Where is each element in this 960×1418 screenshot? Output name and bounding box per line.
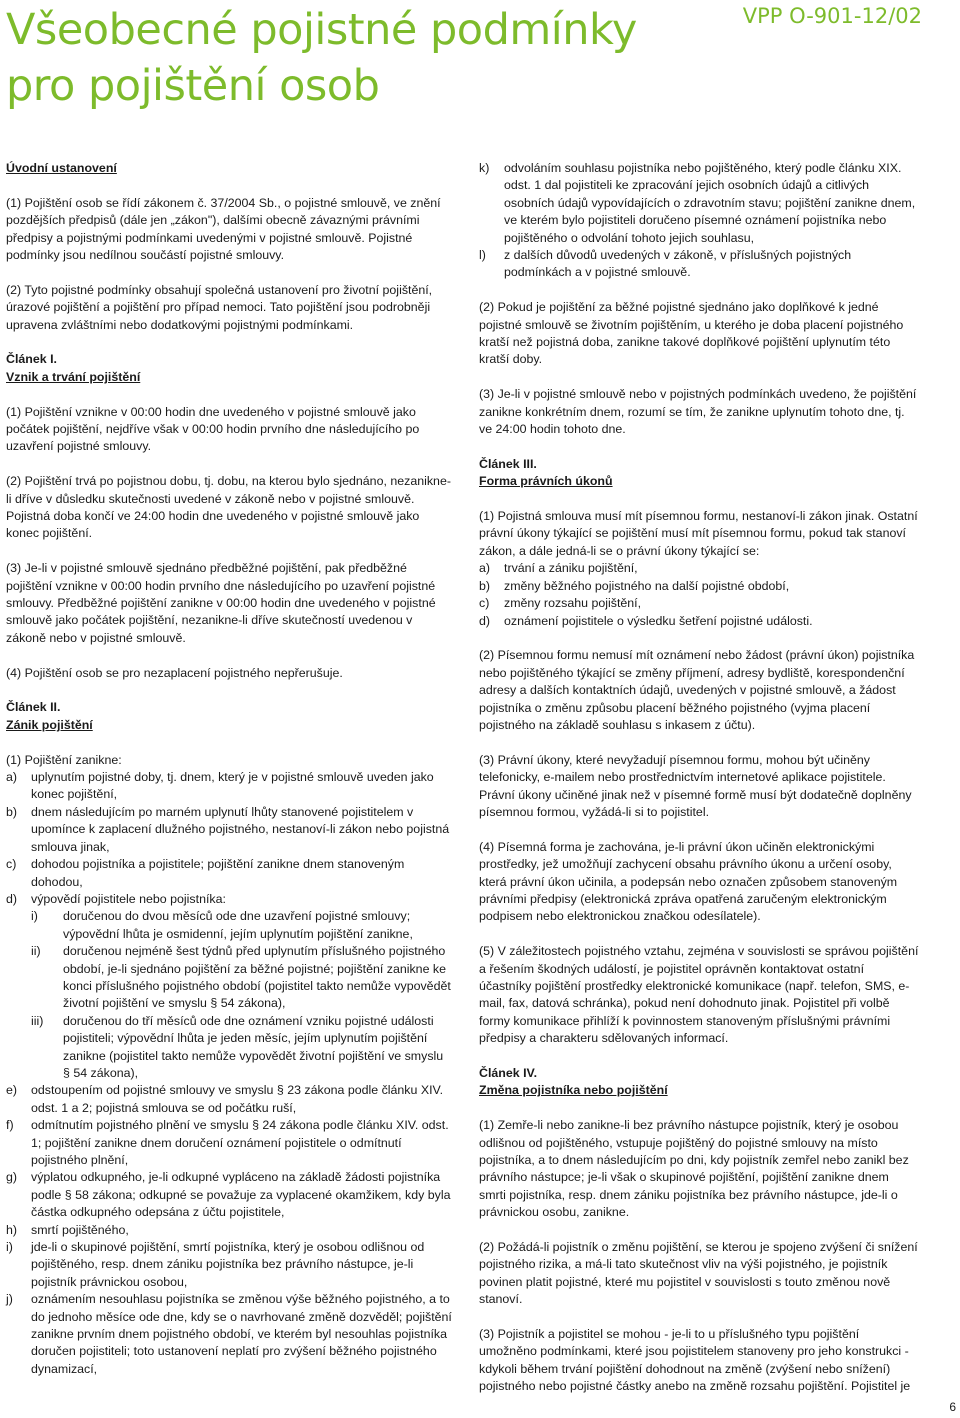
article-2-paragraph-2: (2) Pokud je pojištění za běžné pojistné sjednáno jako doplňkové k jedné pojistné smlouvě se životním pojištěním, u kterého je doba placení pojistného kratší než pojistná doba, zanikne takové doplňkové pojištění uplynutím této kratší doby.	[479, 300, 904, 367]
sub-list-item-label: iii)	[31, 1013, 44, 1028]
list-item-text: odmítnutím pojistného plnění ve smyslu § 24 zákona podle článku XIV. odst. 1; pojištění zanikne dnem doručení oznámení pojistitele o odmítnutí pojistného plnění,	[31, 1118, 449, 1168]
list-item-text: uplynutím pojistné doby, tj. dnem, který je v pojistné smlouvě uveden jako konec pojištění,	[31, 770, 434, 802]
article-2-intro: (1) Pojištění zanikne:	[6, 752, 122, 767]
list-item-label: k)	[479, 161, 490, 175]
article-3-paragraph-4: (4) Písemná forma je zachována, je-li právní úkon učiněn elektronickými prostředky, jež umožňují zachycení obsahu právního úkonu a určení osoby, která právní úkon učinila, a podepsán nebo označen způsobem stanoveným právními předpisy (elektronická zpráva opatřená zaručeným elektronickým podpisem nebo elektronickou značkou odesílatele).	[479, 839, 898, 924]
article-4-title: Změna pojistníka nebo pojištění	[479, 1083, 668, 1098]
list-item-label: d)	[6, 891, 18, 906]
list-item	[6, 1291, 452, 1378]
sub-list-item	[31, 943, 452, 1013]
list-item-label: h)	[6, 1222, 18, 1237]
list-item-label: a)	[6, 770, 18, 785]
list-item-text: oznámení pojistitele o výsledku šetření pojistné události.	[504, 613, 813, 628]
sub-list-item	[31, 1013, 452, 1083]
article-3-paragraph-3: (3) Právní úkony, které nevyžadují písemnou formu, mohou být učiněny telefonicky, e-mailem nebo prostřednictvím internetové aplikace pojistitele. Právní úkony učiněné jinak než v písemné formě musí být dodatečně doplněny písemnou formou, vyžádá-li si to pojistitel.	[479, 752, 912, 819]
list-item-label: e)	[6, 1083, 18, 1098]
article-3-paragraph-1: (1) Pojistná smlouva musí mít písemnou formu, nestanoví-li zákon jinak. Ostatní právní úkony týkající se pojištění musí mít písemnou formu, pokud tak stanoví zákon, a dále jedná-li se o právní úkony týkající se:	[479, 509, 918, 558]
sub-list-item-text: doručenou nejméně šest týdnů před uplynutím příslušného pojistného období, je-li sjednáno pojištění za běžné pojistné; pojištění zanikne ke konci příslušného pojistného období (pojistitel takto nemůže vypovědět životní pojištění ve smyslu § 54 zákona),	[63, 944, 451, 1011]
list-item-text: odstoupením od pojistné smlouvy ve smyslu § 23 zákona podle článku XIV. odst. 1 a 2; pojistná smlouva se od počátku ruší,	[31, 1083, 444, 1115]
list-item-text: změny rozsahu pojištění,	[504, 596, 642, 611]
list-item	[6, 856, 452, 891]
article-2-paragraph-3: (3) Je-li v pojistné smlouvě nebo v pojistných podmínkách uvedeno, že pojištění zanikne konkrétním dnem, rozumí se tím, že zanikne uplynutím tohoto dne, tj. ve 24:00 hodin tohoto dne.	[479, 387, 917, 437]
sub-list-item-text: doručenou do dvou měsíců ode dne uzavření pojistné smlouvy; výpovědní lhůta je osmidenní, jejím uplynutím pojištění zanikne,	[63, 909, 413, 941]
article-3-title: Forma právních úkonů	[479, 474, 613, 489]
list-item-label: j)	[6, 1292, 13, 1307]
intro-paragraph-1: (1) Pojištění osob se řídí zákonem č. 37/2004 Sb., o pojistné smlouvě, ve znění pozdějších předpisů (dále jen „zákon"), dalšími obecně závaznými právními předpisy a pojistnými podmínkami uvedenými v pojistné smlouvě. Pojistné podmínky jsou nedílnou součástí pojistné smlouvy.	[6, 195, 441, 263]
article-1-paragraph-1: (1) Pojištění vznikne v 00:00 hodin dne uvedeného v pojistné smlouvě jako počátek pojištění, nejdříve však v 00:00 hodin prvního dne následujícího po uzavření pojistné smlouvy.	[6, 404, 420, 454]
list-item	[479, 247, 919, 282]
list-item-text: z dalších důvodů uvedených v zákoně, v příslušných pojistných podmínkách a v pojistné smlouvě.	[504, 248, 852, 280]
article-1-title: Vznik a trvání pojištění	[6, 369, 141, 384]
article-4-label: Článek IV.	[479, 1065, 538, 1080]
list-item-text: výpovědí pojistitele nebo pojistníka:	[31, 891, 226, 906]
list-item-label: b)	[479, 578, 491, 593]
list-item	[6, 1222, 452, 1239]
list-item	[6, 1239, 452, 1291]
list-item-text: trvání a zániku pojištění,	[504, 561, 638, 576]
page-number: 6	[949, 1400, 956, 1414]
list-item-text: změny běžného pojistného na další pojistné období,	[504, 578, 790, 593]
list-item-label: l)	[479, 248, 486, 263]
list-item	[479, 613, 919, 630]
article-3-paragraph-2: (2) Písemnou formu nemusí mít oznámení nebo žádost (právní úkon) pojistníka nebo pojištěného týkající se změny příjmení, adresy bydliště, korespondenční adresy a dalších kontaktních údajů, uvedených v pojistné smlouvě, a žádost pojistníka o změnu způsobu placení běžného pojistného (vyjma placení pojistného na základě souhlasu s inkasem z účtu).	[479, 648, 915, 732]
list-item-label: i)	[6, 1240, 13, 1255]
article-1-label: Článek I.	[6, 352, 57, 367]
list-item-text: dnem následujícím po marném uplynutí lhůty stanovené pojistitelem v upomínce k zaplacení dlužného pojistného, nestanoví-li zákon nebo pojistná smlouva jinak,	[31, 804, 450, 854]
title-line-2: pro pojištění osob	[6, 61, 380, 111]
page-title	[6, 2, 637, 114]
article-2-label: Článek II.	[6, 700, 61, 715]
list-item	[6, 891, 452, 908]
list-item-label: c)	[479, 596, 490, 611]
list-item-text: oznámením nesouhlasu pojistníka se změnou výše běžného pojistného, a to do jednoho měsíce ode dne, kdy se o navrhované změně dozvěděl; pojištění zanikne prvním dnem pojistného období, ve kterém byl nesouhlas pojistníka doručen pojistiteli; toto ustanovení neplatí pro zvýšení běžného pojistného dynamizací,	[31, 1292, 452, 1376]
sub-list-item-text: doručenou do tří měsíců ode dne oznámení vzniku pojistné události pojistiteli; výpovědní lhůta je jeden měsíc, jejím uplynutím pojištění zanikne (pojistitel takto nemůže vypovědět životní pojištění ve smyslu § 54 zákona),	[63, 1013, 444, 1080]
list-item-label: g)	[6, 1170, 18, 1185]
list-item	[6, 1117, 452, 1169]
list-item	[6, 804, 452, 856]
title-line-1: Všeobecné pojistné podmínky	[6, 5, 637, 55]
document-code: VPP O-901-12/02	[742, 4, 922, 28]
intro-heading: Úvodní ustanovení	[6, 161, 117, 175]
list-item	[6, 1169, 452, 1221]
article-3-label: Článek III.	[479, 456, 537, 471]
list-item-label: b)	[6, 804, 18, 819]
list-item-text: dohodou pojistníka a pojistitele; pojištění zanikne dnem stanoveným dohodou,	[31, 857, 405, 889]
list-item	[479, 595, 919, 612]
list-item-label: a)	[479, 561, 491, 576]
list-item	[479, 578, 919, 595]
article-3-paragraph-5: (5) V záležitostech pojistného vztahu, zejména v souvislosti se správou pojištění a řešením škodných událostí, je pojistitel oprávněn kontaktovat ostatní účastníky pojištění prostředky elektronické komunikace (např. telefon, SMS, e-mail, fax, datová schránka), pokud není dohodnuto jinak. Pojistitel při volbě formy komunikace přihlíží k povinnostem stanoveným příslušnými právními předpisy a charakteru sdělovaných informací.	[479, 944, 919, 1046]
article-1-paragraph-3: (3) Je-li v pojistné smlouvě sjednáno předběžné pojištění, pak předběžné pojištění vznikne v 00:00 hodin prvního dne následujícího po uzavření pojistné smlouvy. Předběžné pojištění zanikne v 00:00 hodin dne uvedeného v pojistné smlouvě jako počátek pojištění, nezanikne-li dříve skutečností uvedenou v zákoně nebo v pojistné smlouvě.	[6, 561, 436, 645]
list-item-text: smrtí pojištěného,	[31, 1222, 129, 1237]
list-item-text: odvoláním souhlasu pojistníka nebo pojištěného, který podle článku XIX. odst. 1 dal pojistiteli ke zpracování jejich osobních údajů a citlivých osobních údajů vypovídajících o zdravotním stavu; pojištění zanikne dnem, ve kterém bylo pojistiteli doručeno písemné oznámení pojistníka nebo pojištěného o odvolání tohoto jejich souhlasu,	[504, 161, 916, 245]
list-item-label: f)	[6, 1118, 14, 1133]
sub-list-item-label: i)	[31, 909, 38, 924]
right-column	[479, 160, 919, 1396]
article-4-paragraph-3: (3) Pojistník a pojistitel se mohou - je-li to u příslušného typu pojištění umožněno podmínkami, které jsou pojistitelem stanoveny pro jeho konstrukci - kdykoli během trvání pojištění dohodnout na změně (zvýšení nebo snížení) pojistného nebo pojistné částky anebo na změně rozsahu pojištění. Pojistitel je	[479, 1327, 911, 1394]
article-1-paragraph-2: (2) Pojištění trvá po pojistnou dobu, tj. dobu, na kterou bylo sjednáno, nezanikne-li dříve v důsledku skutečnosti uvedené v zákoně nebo v pojistné smlouvě. Pojistná doba končí ve 24:00 hodin dne uvedeného v pojistné smlouvě jako konec pojištění.	[6, 474, 451, 541]
intro-paragraph-2: (2) Tyto pojistné podmínky obsahují společná ustanovení pro životní pojištění, úrazové pojištění a pojištění pro případ nemoci. Tato pojištění jsou podrobněji upravena zvláštními nebo dodatkovými pojistnými podmínkami.	[6, 282, 433, 332]
article-4-paragraph-2: (2) Požádá-li pojistník o změnu pojištění, se kterou je spojeno zvýšení či snížení pojistného rizika, a má-li tato skutečnost vliv na výši pojistného, je pojistník povinen platit pojistné, které mu pojistitel v souvislosti s touto změnou nově stanoví.	[479, 1240, 918, 1307]
article-2-title: Zánik pojištění	[6, 717, 93, 732]
sub-list-item	[31, 908, 452, 943]
list-item	[6, 769, 452, 804]
list-item-label: c)	[6, 857, 17, 872]
list-item	[6, 1082, 452, 1117]
article-4-paragraph-1: (1) Zemře-li nebo zanikne-li bez právního nástupce pojistník, který je osobou odlišnou od pojištěného, vstupuje pojištěný do pojistné smlouvy na místo pojistníka, a to dnem následujícím po dni, kdy pojistník zemřel nebo zanikl bez právního nástupce; je-li však o skupinové pojištění, pojištění zanikne dnem smrti pojistníka, resp. dnem zániku pojistníka bez právního nástupce, jde-li o právnickou osobu, zanikne.	[479, 1118, 909, 1220]
sub-list-item-label: ii)	[31, 944, 41, 959]
article-1-paragraph-4: (4) Pojištění osob se pro nezaplacení pojistného nepřerušuje.	[6, 665, 343, 680]
list-item	[479, 160, 919, 247]
list-item-label: d)	[479, 613, 491, 628]
list-item-text: výplatou odkupného, je-li odkupné vypláceno na základě žádosti pojistníka podle § 58 zákona; odkupné se považuje za vyplacené okamžikem, kdy byla částka odkupného odepsána z účtu pojistitele,	[31, 1170, 451, 1220]
left-column	[6, 160, 452, 1378]
list-item-text: jde-li o skupinové pojištění, smrtí pojistníka, který je osobou odlišnou od pojištěného, resp. dnem zániku pojistníka bez právního nástupce, je-li pojistník právnickou osobou,	[31, 1240, 425, 1289]
list-item	[479, 560, 919, 577]
